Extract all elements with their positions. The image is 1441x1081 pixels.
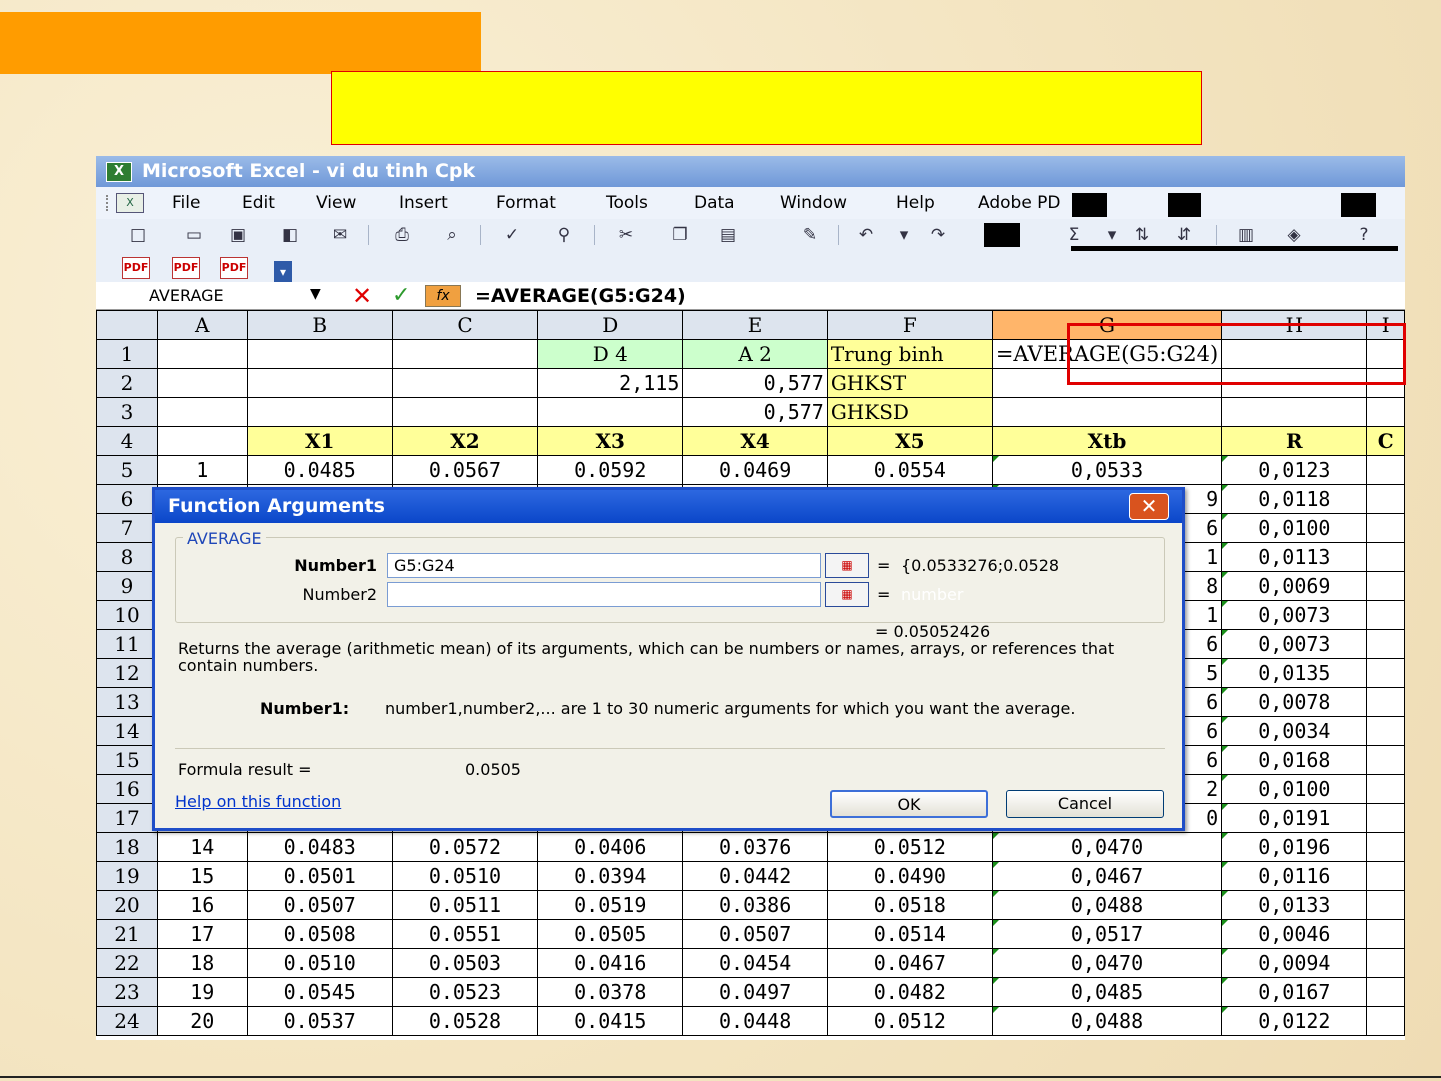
drawing-icon[interactable]: ◈	[1287, 225, 1301, 245]
cell-b2[interactable]	[247, 369, 392, 398]
cell-x2[interactable]: 0.0523	[392, 978, 537, 1007]
cell-x3[interactable]: 0.0519	[538, 891, 683, 920]
cell-r[interactable]: 0,0034	[1222, 717, 1367, 746]
cell-r[interactable]: 0,0078	[1222, 688, 1367, 717]
column-header-g[interactable]: G	[992, 311, 1221, 340]
cell-n[interactable]: 17	[157, 920, 247, 949]
name-box[interactable]: AVERAGE	[149, 286, 224, 305]
cell-x1[interactable]: 0.0507	[247, 891, 392, 920]
cell-x2[interactable]: 0.0567	[392, 456, 537, 485]
menu-data[interactable]: Data	[694, 193, 735, 213]
convert-pdf-email-icon[interactable]: PDF	[172, 257, 200, 279]
undo-dropdown-icon[interactable]: ▾	[899, 225, 909, 245]
convert-pdf-icon[interactable]: PDF	[122, 257, 150, 279]
cell-c1[interactable]	[392, 340, 537, 369]
function-description: Returns the average (arithmetic mean) of its arguments, which can be numbers or names, arrays, or references that contain numbers.	[178, 639, 1115, 675]
standard-toolbar	[96, 219, 1405, 251]
cell-x2[interactable]: 0.0572	[392, 833, 537, 862]
email-icon[interactable]: ✉	[332, 225, 348, 245]
cell-i[interactable]	[1367, 833, 1405, 862]
row-header[interactable]: 6	[97, 485, 158, 514]
cell-x5[interactable]: 0.0512	[827, 833, 992, 862]
cell-a3[interactable]	[157, 398, 247, 427]
cell-d2[interactable]: 2,115	[538, 369, 683, 398]
title-bar	[96, 156, 1405, 187]
cell-r[interactable]: 0,0113	[1222, 543, 1367, 572]
table-row	[97, 1007, 1405, 1036]
cell-i[interactable]	[1367, 949, 1405, 978]
save-icon[interactable]: ▣	[229, 225, 247, 245]
row-header[interactable]: 10	[97, 601, 158, 630]
cell-xtb[interactable]: 6	[992, 514, 1221, 543]
cell-i[interactable]	[1367, 659, 1405, 688]
cell-r[interactable]: 0,0122	[1222, 1007, 1367, 1036]
cell-r[interactable]: 0,0094	[1222, 949, 1367, 978]
redaction-block	[984, 223, 1020, 247]
row-header[interactable]: 15	[97, 746, 158, 775]
row-header[interactable]: 11	[97, 630, 158, 659]
table-header-cell[interactable]: X2	[392, 427, 537, 456]
argument-help-text: number1,number2,... are 1 to 30 numeric arguments for which you want the average.	[385, 699, 1076, 718]
row-header[interactable]: 4	[97, 427, 158, 456]
cell-x5[interactable]: 0.0514	[827, 920, 992, 949]
column-header-d[interactable]: D	[538, 311, 683, 340]
table-row	[97, 833, 1405, 862]
cell-xtb[interactable]: 0,0470	[992, 833, 1221, 862]
close-x-icon[interactable]: ✕	[1129, 493, 1169, 520]
row-header[interactable]: 1	[97, 340, 158, 369]
table-row	[97, 920, 1405, 949]
function-arguments-dialog	[152, 487, 1185, 831]
cell-x3[interactable]: 0.0416	[538, 949, 683, 978]
table-row	[97, 949, 1405, 978]
autosum-icon[interactable]: Σ	[1068, 225, 1080, 245]
number1-label: Number1	[294, 556, 377, 575]
cell-r[interactable]: 0,0100	[1222, 775, 1367, 804]
cell-xtb[interactable]: 0	[992, 804, 1221, 833]
cell-x5[interactable]: 0.0512	[827, 1007, 992, 1036]
function-name: AVERAGE	[183, 529, 266, 548]
enter-check-icon[interactable]: ✓	[392, 283, 411, 308]
cell-a1[interactable]	[157, 340, 247, 369]
table-header-cell[interactable]: C	[1367, 427, 1405, 456]
cell-xtb[interactable]: 9	[992, 485, 1221, 514]
cell-i[interactable]	[1367, 1007, 1405, 1036]
cell-x5[interactable]: 0.0482	[827, 978, 992, 1007]
column-header-h[interactable]: H	[1222, 311, 1367, 340]
row-header[interactable]: 22	[97, 949, 158, 978]
cell-x3[interactable]: 0.0378	[538, 978, 683, 1007]
cell-r[interactable]: 0,0135	[1222, 659, 1367, 688]
cell-x5[interactable]: 0.0467	[827, 949, 992, 978]
column-header-i[interactable]: I	[1367, 311, 1405, 340]
row-header[interactable]: 12	[97, 659, 158, 688]
number1-result: {0.0533276;0.0528	[901, 556, 1060, 575]
number1-eq: =	[877, 556, 891, 575]
excel-app-icon: X	[106, 162, 132, 182]
redaction-block	[1072, 193, 1107, 217]
highlight-frame	[1067, 323, 1406, 385]
row-header[interactable]: 8	[97, 543, 158, 572]
table-header-cell[interactable]: Xtb	[992, 427, 1221, 456]
cell-a4[interactable]	[157, 427, 247, 456]
undo-icon[interactable]: ↶	[858, 225, 874, 245]
cell-xtb[interactable]: 6	[992, 630, 1221, 659]
format-painter-icon[interactable]: ✎	[802, 225, 818, 245]
formula-bar	[96, 282, 1405, 310]
help-on-function-link[interactable]: Help on this function	[175, 792, 342, 811]
redaction-block	[1341, 193, 1376, 217]
print-icon[interactable]: ⎙	[395, 225, 409, 245]
cell-x2[interactable]: 0.0510	[392, 862, 537, 891]
cell-i[interactable]	[1367, 920, 1405, 949]
menu-help[interactable]: Help	[896, 193, 935, 213]
cell-r[interactable]: 0,0073	[1222, 601, 1367, 630]
redo-icon[interactable]: ↷	[930, 225, 946, 245]
toolbar-separator	[838, 225, 839, 245]
cell-x3[interactable]: 0.0415	[538, 1007, 683, 1036]
research-icon[interactable]: ⚲	[557, 225, 571, 245]
cell-xtb[interactable]: 6	[992, 688, 1221, 717]
cell-n[interactable]: 18	[157, 949, 247, 978]
menu-format[interactable]: Format	[496, 193, 556, 213]
redaction-block	[1168, 193, 1201, 217]
cell-e1[interactable]: A 2	[683, 340, 827, 369]
pdf-toolbar	[96, 251, 1405, 285]
cell-i[interactable]	[1367, 891, 1405, 920]
cell-f2[interactable]: GHKST	[827, 369, 992, 398]
row-header[interactable]: 23	[97, 978, 158, 1007]
cell-i[interactable]	[1367, 514, 1405, 543]
cell-n[interactable]: 14	[157, 833, 247, 862]
cell-i[interactable]	[1367, 862, 1405, 891]
spelling-icon[interactable]: ✓	[504, 225, 520, 245]
cell-x4[interactable]: 0.0442	[683, 862, 827, 891]
cell-x2[interactable]: 0.0528	[392, 1007, 537, 1036]
table-header-cell[interactable]: X1	[247, 427, 392, 456]
menu-adobe-pdf[interactable]: Adobe PD	[978, 193, 1061, 213]
cell-x4[interactable]: 0.0454	[683, 949, 827, 978]
table-header-cell[interactable]: R	[1222, 427, 1367, 456]
column-header-c[interactable]: C	[392, 311, 537, 340]
cell-i[interactable]	[1367, 717, 1405, 746]
menu-insert[interactable]: Insert	[399, 193, 448, 213]
row-header[interactable]: 24	[97, 1007, 158, 1036]
yellow-title-box	[331, 71, 1202, 145]
cell-f3[interactable]: GHKSD	[827, 398, 992, 427]
cell-i[interactable]	[1367, 746, 1405, 775]
cell-x3[interactable]: 0.0394	[538, 862, 683, 891]
number2-eq: =	[877, 585, 891, 604]
cell-f1[interactable]: Trung binh	[827, 340, 992, 369]
column-header-f[interactable]: F	[827, 311, 992, 340]
cell-i[interactable]	[1367, 572, 1405, 601]
number2-input[interactable]	[387, 582, 821, 607]
cell-x2[interactable]: 0.0511	[392, 891, 537, 920]
column-header-a[interactable]: A	[157, 311, 247, 340]
window-title: Microsoft Excel - vi du tinh Cpk	[142, 160, 476, 182]
cell-c2[interactable]	[392, 369, 537, 398]
autosum-dropdown-icon[interactable]: ▾	[1107, 225, 1117, 245]
cell-i[interactable]	[1367, 978, 1405, 1007]
paste-icon[interactable]: ▤	[719, 225, 737, 245]
help-icon[interactable]: ?	[1359, 225, 1369, 245]
cell-r[interactable]: 0,0116	[1222, 862, 1367, 891]
copy-icon[interactable]: ❐	[672, 225, 688, 245]
cell-xtb[interactable]: 1	[992, 543, 1221, 572]
collapse-dialog-icon[interactable]: ▦	[825, 582, 869, 607]
pdf-review-icon[interactable]: PDF	[220, 257, 248, 279]
cell-d3[interactable]	[538, 398, 683, 427]
cell-i[interactable]	[1367, 485, 1405, 514]
cell-r[interactable]: 0,0123	[1222, 456, 1367, 485]
cell-b3[interactable]	[247, 398, 392, 427]
cell-n[interactable]: 16	[157, 891, 247, 920]
table-row	[97, 978, 1405, 1007]
cell-xtb[interactable]: 0,0517	[992, 920, 1221, 949]
permission-icon[interactable]: ◧	[281, 225, 299, 245]
cell-r[interactable]: 0,0118	[1222, 485, 1367, 514]
cell-h3[interactable]	[1222, 398, 1367, 427]
cell-x3[interactable]: 0.0592	[538, 456, 683, 485]
fx-icon[interactable]: fx	[425, 285, 461, 307]
cell-c3[interactable]	[392, 398, 537, 427]
cell-x4[interactable]: 0.0507	[683, 920, 827, 949]
cell-r[interactable]: 0,0133	[1222, 891, 1367, 920]
cell-xtb[interactable]: 1	[992, 601, 1221, 630]
toolbar-options-icon[interactable]: ▾	[274, 261, 292, 283]
orange-title-bar	[0, 12, 481, 74]
menu-edit[interactable]: Edit	[242, 193, 275, 213]
cell-r[interactable]: 0,0168	[1222, 746, 1367, 775]
workbook-icon[interactable]: X	[116, 193, 144, 213]
cell-xtb[interactable]: 6	[992, 717, 1221, 746]
column-header-e[interactable]: E	[683, 311, 827, 340]
sort-ascending-icon[interactable]: ⇅	[1134, 225, 1150, 245]
formula-result-label: Formula result =	[178, 760, 312, 779]
dialog-separator	[175, 748, 1165, 749]
print-preview-icon[interactable]: ⌕	[447, 225, 457, 245]
cell-x3[interactable]: 0.0406	[538, 833, 683, 862]
menu-view[interactable]: View	[316, 193, 357, 213]
cell-x1[interactable]: 0.0501	[247, 862, 392, 891]
cell-x4[interactable]: 0.0448	[683, 1007, 827, 1036]
formula-input[interactable]: =AVERAGE(G5:G24)	[475, 285, 686, 307]
cell-i[interactable]	[1367, 775, 1405, 804]
sheet-row	[97, 398, 1405, 427]
cell-r[interactable]: 0,0167	[1222, 978, 1367, 1007]
cell-r[interactable]: 0,0073	[1222, 630, 1367, 659]
row-header[interactable]: 19	[97, 862, 158, 891]
name-box-dropdown-icon[interactable]: ▼	[310, 286, 321, 302]
row-header[interactable]: 14	[97, 717, 158, 746]
function-result: = 0.05052426	[875, 622, 991, 641]
cell-n[interactable]: 20	[157, 1007, 247, 1036]
cell-x4[interactable]: 0.0376	[683, 833, 827, 862]
row-header[interactable]: 9	[97, 572, 158, 601]
cell-x1[interactable]: 0.0537	[247, 1007, 392, 1036]
cell-r[interactable]: 0,0100	[1222, 514, 1367, 543]
cell-r[interactable]: 0,0046	[1222, 920, 1367, 949]
sort-descending-icon[interactable]: ⇵	[1176, 225, 1192, 245]
table-row	[97, 456, 1405, 485]
number2-hint: number	[901, 585, 964, 604]
row-header[interactable]: 5	[97, 456, 158, 485]
cell-xtb[interactable]: 5	[992, 659, 1221, 688]
table-row	[97, 862, 1405, 891]
row-header[interactable]: 3	[97, 398, 158, 427]
cell-g3[interactable]	[992, 398, 1221, 427]
cell-i3[interactable]	[1367, 398, 1405, 427]
cell-i[interactable]	[1367, 688, 1405, 717]
arguments-group	[175, 537, 1165, 623]
table-header-cell[interactable]: X5	[827, 427, 992, 456]
cell-r[interactable]: 0,0191	[1222, 804, 1367, 833]
cell-xtb[interactable]: 0,0470	[992, 949, 1221, 978]
sheet-row	[97, 427, 1405, 456]
cell-x5[interactable]: 0.0554	[827, 456, 992, 485]
dialog-title: Function Arguments	[155, 490, 1182, 523]
cell-x5[interactable]: 0.0518	[827, 891, 992, 920]
menu-bar	[96, 187, 1405, 219]
menu-grip-icon	[106, 195, 110, 211]
slide-bottom-rule	[0, 1076, 1441, 1078]
cell-r[interactable]: 0,0196	[1222, 833, 1367, 862]
open-icon[interactable]: ▭	[185, 225, 203, 245]
cell-x4[interactable]: 0.0386	[683, 891, 827, 920]
table-header-cell[interactable]: X3	[538, 427, 683, 456]
cell-n[interactable]: 15	[157, 862, 247, 891]
cell-i[interactable]	[1367, 804, 1405, 833]
toolbar-separator	[1216, 225, 1217, 245]
ok-button[interactable]: OK	[830, 790, 988, 818]
cell-x1[interactable]: 0.0483	[247, 833, 392, 862]
cell-e3[interactable]: 0,577	[683, 398, 827, 427]
cell-x1[interactable]: 0.0508	[247, 920, 392, 949]
cell-x1[interactable]: 0.0510	[247, 949, 392, 978]
cell-xtb[interactable]: 0,0533	[992, 456, 1221, 485]
cell-xtb[interactable]: 2	[992, 775, 1221, 804]
cell-g1[interactable]: =AVERAGE(G5:G24)	[992, 340, 1221, 369]
number2-label: Number2	[302, 585, 377, 604]
cell-b1[interactable]	[247, 340, 392, 369]
cut-icon[interactable]: ✂	[618, 225, 634, 245]
toolbar-separator	[368, 225, 369, 245]
cell-xtb[interactable]: 8	[992, 572, 1221, 601]
cell-i[interactable]	[1367, 456, 1405, 485]
cell-n[interactable]: 19	[157, 978, 247, 1007]
row-header[interactable]: 21	[97, 920, 158, 949]
row-header[interactable]: 7	[97, 514, 158, 543]
cell-x4[interactable]: 0.0497	[683, 978, 827, 1007]
number1-input[interactable]: G5:G24	[387, 553, 821, 578]
new-icon[interactable]: □	[129, 225, 147, 245]
cell-x1[interactable]: 0.0545	[247, 978, 392, 1007]
cancel-button[interactable]: Cancel	[1006, 790, 1164, 818]
select-all-corner[interactable]	[97, 311, 158, 340]
row-header[interactable]: 13	[97, 688, 158, 717]
menu-tools[interactable]: Tools	[606, 193, 648, 213]
row-header[interactable]: 17	[97, 804, 158, 833]
cell-x2[interactable]: 0.0551	[392, 920, 537, 949]
cell-a2[interactable]	[157, 369, 247, 398]
cell-xtb[interactable]: 0,0485	[992, 978, 1221, 1007]
table-row	[97, 891, 1405, 920]
cell-xtb[interactable]: 0,0488	[992, 891, 1221, 920]
cancel-x-icon[interactable]: ✕	[352, 282, 373, 310]
cell-x1[interactable]: 0.0485	[247, 456, 392, 485]
cell-e2[interactable]: 0,577	[683, 369, 827, 398]
cell-x3[interactable]: 0.0505	[538, 920, 683, 949]
menu-file[interactable]: File	[172, 193, 201, 213]
cell-i[interactable]	[1367, 630, 1405, 659]
cell-n[interactable]: 1	[157, 456, 247, 485]
formula-result-value: 0.0505	[465, 760, 521, 779]
row-header[interactable]: 2	[97, 369, 158, 398]
menu-window[interactable]: Window	[780, 193, 848, 213]
cell-r[interactable]: 0,0069	[1222, 572, 1367, 601]
column-header-b[interactable]: B	[247, 311, 392, 340]
cell-x5[interactable]: 0.0490	[827, 862, 992, 891]
cell-xtb[interactable]: 0,0488	[992, 1007, 1221, 1036]
row-header[interactable]: 16	[97, 775, 158, 804]
cell-x2[interactable]: 0.0503	[392, 949, 537, 978]
collapse-dialog-icon[interactable]: ▦	[825, 553, 869, 578]
cell-x4[interactable]: 0.0469	[683, 456, 827, 485]
toolbar-separator	[594, 225, 595, 245]
chart-wizard-icon[interactable]: ▥	[1237, 225, 1255, 245]
row-header[interactable]: 20	[97, 891, 158, 920]
argument-help-label: Number1:	[260, 699, 350, 718]
table-header-cell[interactable]: X4	[683, 427, 827, 456]
toolbar-separator	[480, 225, 481, 245]
cell-i[interactable]	[1367, 543, 1405, 572]
cell-d1[interactable]: D 4	[538, 340, 683, 369]
row-header[interactable]: 18	[97, 833, 158, 862]
cell-i[interactable]	[1367, 601, 1405, 630]
cell-xtb[interactable]: 0,0467	[992, 862, 1221, 891]
cell-xtb[interactable]: 6	[992, 746, 1221, 775]
